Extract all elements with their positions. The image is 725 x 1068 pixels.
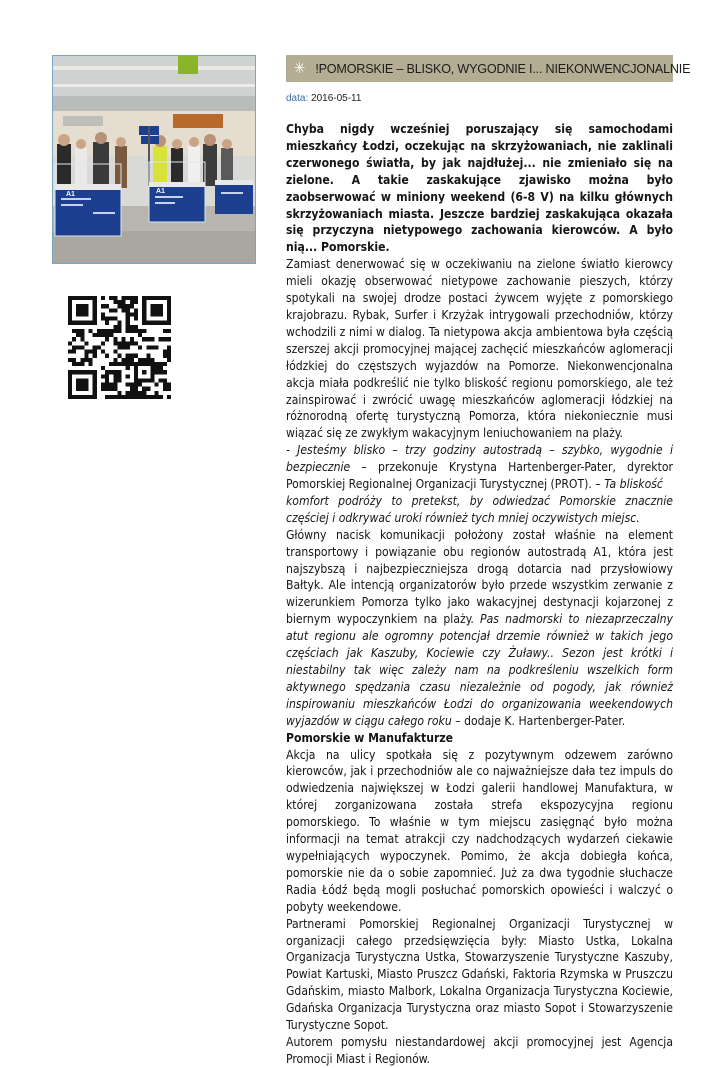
quote-attribution: przekonuje Krystyna Hartenberger-Pater, dyrektor Pomorskiej Regionalnej Organizacji Turystycznej (PROT). – — [286, 460, 673, 492]
article-title: !POMORSKIE – BLISKO, WYGODNIE I... NIEKONWENCJONALNIE — [315, 61, 691, 76]
qr-code-icon — [68, 296, 171, 399]
article-body — [286, 121, 673, 1068]
article-paragraph-2 — [286, 527, 673, 730]
article-quote-1 — [286, 442, 673, 493]
paragraph-2-italic: Pas nadmorski to niezaprzeczalny atut regionu ale ogromny potencjał drzemie również w takich jego częściach jak Kaszuby, Kociewie czy Żuławy.. Sezon jest krótki i niestabilny tak więc zależy nam na podkreśleniu wszelkich form aktywnego spędzania czasu niezależnie od pogody, jak również inspirowaniu mieszkańców Łodzi do organizowania weekendowych wyjazdów w ciągu całego roku — [286, 612, 673, 728]
date-value: 2016-05-11 — [311, 93, 362, 104]
paragraph-2-normal: Główny nacisk komunikacji położony został właśnie na element transportowy i powiązanie obu regionów autostradą A1, która jest najszybszą i najbezpieczniejsza drogą dotarcia nad przysłowiowy Bałtyk. Ale intencją organizatorów było przede wszystkim zerwanie z wizerunkiem Pomorza tylko jako wakacyjnej destynacji kojarzonej z biernym wypoczynkiem na plaży. — [286, 527, 673, 627]
paragraph-2-tail: – dodaje K. Hartenberger-Pater. — [451, 713, 626, 728]
article-paragraph-3: Akcja na ulicy spotkała się z pozytywnym odzewem zarówno kierowców, jak i przechodniów ale co najważniejsze dała tez impuls do odwiedzenia największej w Łodzi galerii handlowej Manufaktura, w której zorganizowana została strefa ekspozycyjna regionu pomorskiego. To właśnie w tym miejscu zasięgnąć było można informacji na temat atrakcji czy nadchodzących wydarzeń ciekawie wypełniających wypoczynek. Pomimo, że akcja dobiegła końca, pomorskie nie da o sobie zapomnieć. Już za dwa tygodnie słuchacze Radia Łódź będą mogli posłuchać pomorskich opowieści i walczyć o pobyty weekendowe. — [286, 747, 673, 914]
date-label: data: — [286, 93, 309, 104]
quote-italic-tail: Ta bliskość — [604, 477, 663, 492]
section-heading: Pomorskie w Manufakturze — [286, 730, 454, 745]
photo-sign-a1-left: A1 — [66, 191, 75, 198]
article-quote-2 — [286, 493, 673, 527]
article-paragraph-5: Autorem pomysłu niestandardowej akcji promocyjnej jest Agencja Promocji Miast i Regionów. — [286, 1034, 673, 1066]
quote-2-italic: komfort podróży to pretekst, by odwiedzać Pomorskie znacznie częściej i odkrywać uroki również tych mniej oczywistych miejsc. — [286, 493, 673, 525]
article-title-bar — [286, 55, 691, 82]
article-date — [286, 93, 361, 104]
quote-italic: - Jesteśmy blisko – trzy godziny autostradą – szybko, wygodnie i bezpiecznie – — [286, 443, 673, 475]
article-lead: Chyba nigdy wcześniej poruszający się samochodami mieszkańcy Łodzi, oczekując na skrzyżowaniach, nie zaklinali czerwonego światła, by jak najdłużej... nie zmieniało się na zielone. A takie zaskakujące zjawisko można było zaobserwować w miniony weekend (6-8 V) na kilku głównych skrzyżowaniach miasta. Jeszcze bardziej zaskakująca okazała się przyczyna nietypowego zachowania kierowców. A było nią... Pomorskie. — [286, 122, 673, 255]
photo-sign-a1-right: A1 — [156, 188, 165, 195]
photo-booth-illustration — [53, 56, 256, 264]
article-paragraph-4: Partnerami Pomorskiej Regionalnej Organizacji Turystycznej w organizacji całego przedsięwzięcia były: Miasto Ustka, Lokalna Organizacja Turystyczna Ustka, Stowarzyszenie Turystyczne Kaszuby, Powiat Kartuski, Miasto Pruszcz Gdański, Faktoria Rzymska w Pruszczu Gdańskim, miasto Malbork, Lokalna Organizacja Turystyczna Kociewie, Gdańska Organizacja Turystyczna oraz miasto Sopot i Stowarzyszenie Turystyczne Sopot. — [286, 916, 673, 1033]
asterisk-icon: ✳ — [294, 59, 306, 77]
article-photo — [52, 55, 256, 264]
article-paragraph-1: Zamiast denerwować się w oczekiwaniu na zielone światło kierowcy mieli okazję obserwować nietypowe zachowanie pieszych, którzy spotykali na swojej drodze postaci żywcem wyjęte z pomorskiego krajobrazu. Rybak, Surfer i Krzyżak intrygowali przechodniów, którzy wchodzili z nimi w dialog. Ta nietypowa akcja ambientowa była częścią szerszej akcji promocyjnej mającej zachęcić mieszkańców aglomeracji łódzkiej do częstszych wyjazdów na Pomorze. Niekonwencjonalna akcja miała podkreślić nie tylko bliskość regionu pomorskiego, ale też zainspirować i zwrócić uwagę mieszkańców aglomeracji łódzkiej na różnorodną ofertę turystyczną Pomorza, która niekoniecznie musi wiązać się ze zwykłym wakacyjnym leniuchowaniem na plaży. — [286, 257, 673, 441]
